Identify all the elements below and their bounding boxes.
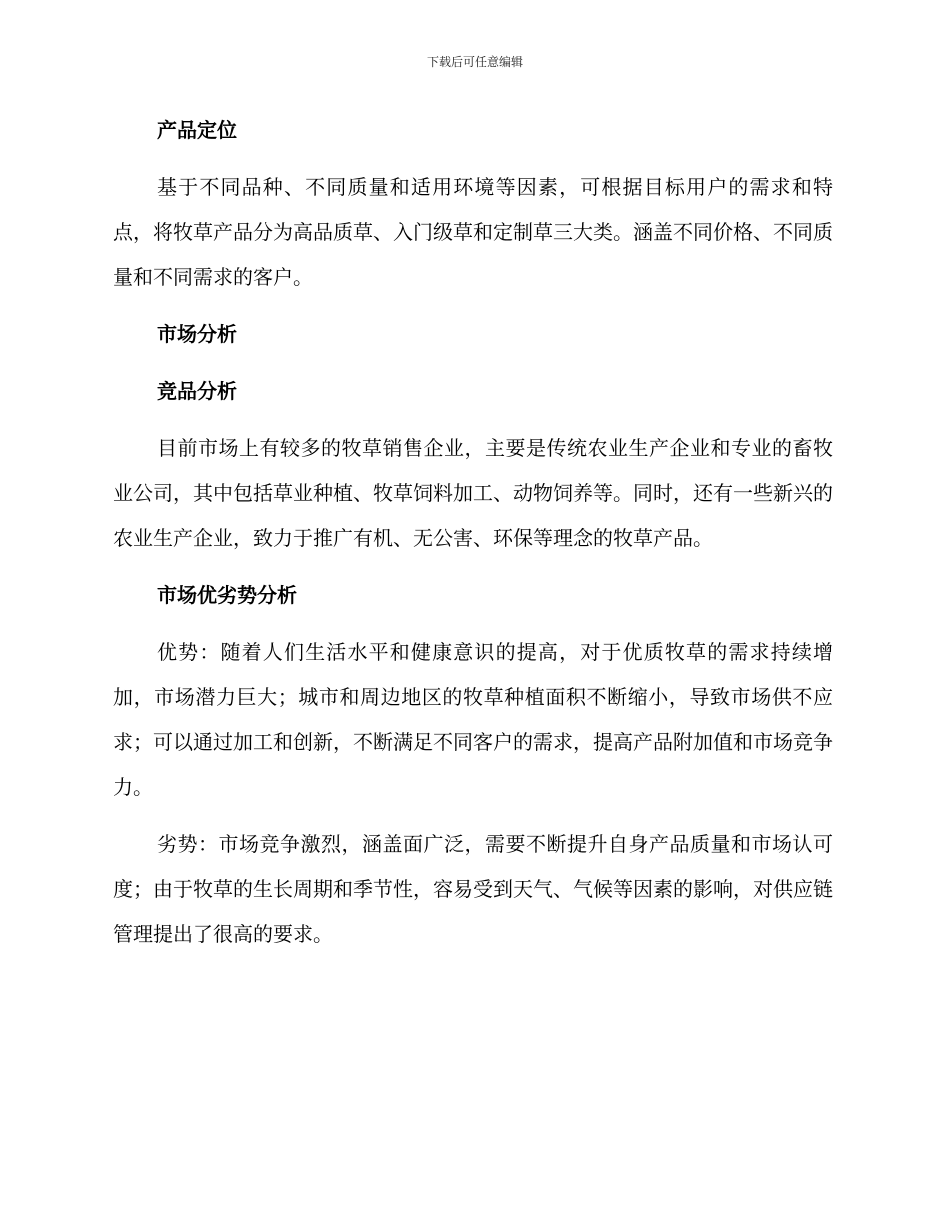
paragraph-weaknesses: 劣势：市场竞争激烈，涵盖面广泛，需要不断提升自身产品质量和市场认可度；由于牧草的生长周期和季节性，容易受到天气、气候等因素的影响，对供应链管理提出了很高的要求。 (113, 832, 833, 946)
paragraph-product-positioning: 基于不同品种、不同质量和适用环境等因素，可根据目标用户的需求和特点，将牧草产品分为高品质草、入门级草和定制草三大类。涵盖不同价格、不同质量和不同需求的客户。 (113, 175, 833, 289)
heading-product-positioning: 产品定位 (157, 118, 237, 142)
document-body (113, 108, 833, 969)
heading-market-analysis: 市场分析 (157, 322, 237, 346)
heading-competitor-analysis: 竞品分析 (157, 379, 237, 403)
page-header: 下载后可任意编辑 (426, 55, 523, 69)
paragraph-competitor-analysis: 目前市场上有较多的牧草销售企业，主要是传统农业生产企业和专业的畜牧业公司，其中包括草业种植、牧草饲料加工、动物饲养等。同时，还有一些新兴的农业生产企业，致力于推广有机、无公害、环保等理念的牧草产品。 (113, 436, 833, 550)
heading-swot: 市场优劣势分析 (157, 583, 297, 607)
paragraph-strengths: 优势：随着人们生活水平和健康意识的提高，对于优质牧草的需求持续增加，市场潜力巨大；城市和周边地区的牧草种植面积不断缩小，导致市场供不应求；可以通过加工和创新，不断满足不同客户的需求，提高产品附加值和市场竞争力。 (113, 640, 833, 799)
